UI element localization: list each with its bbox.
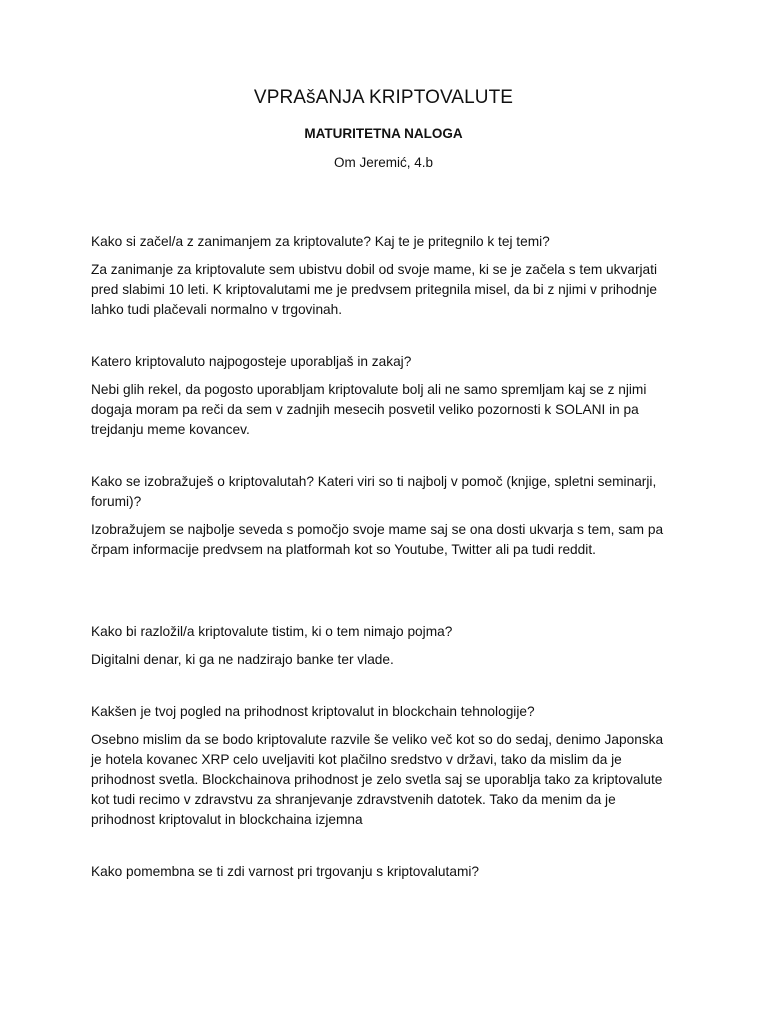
- answer-text: Izobražujem se najbolje seveda s pomočjo svoje mame saj se ona dosti ukvarja s tem, sam pa črpam informacije predvsem na platformah kot so Youtube, Twitter ali pa tudi reddit.: [91, 522, 664, 557]
- question-text: Katero kriptovaluto najpogosteje uporabljaš in zakaj?: [91, 354, 412, 369]
- document-title: VPRAšANJA KRIPTOVALUTE: [253, 87, 514, 108]
- qa-item: [91, 622, 676, 670]
- answer-text: Za zanimanje za kriptovalute sem ubistvu dobil od svoje mame, ki se je začela s tem ukvarjati pred slabimi 10 leti. K kriptovalutami me je predvsem pritegnila misel, da bi z njimi v prihodnje lahko tudi plačevali normalno v trgovinah.: [91, 262, 657, 317]
- answer-text: Osebno mislim da se bodo kriptovalute razvile še veliko več kot so do sedaj, denimo Japonska je hotela kovanec XRP celo uveljaviti kot plačilno sredstvo v državi, tako da mislim da je prihodnost svetla. Blockchainova prihodnost je zelo svetla saj se uporablja tako za kriptovalute kot tudi recimo v zdravstvu za shranjevanje zdravstvenih datotek. Tako da menim da je prihodnost kriptovalut in blockchaina izjemna: [91, 732, 664, 827]
- question-text: Kakšen je tvoj pogled na prihodnost kriptovalut in blockchain tehnologije?: [91, 704, 535, 719]
- qa-item: [91, 472, 676, 560]
- question-text: Kako si začel/a z zanimanjem za kriptovalute? Kaj te je pritegnilo k tej temi?: [91, 234, 550, 249]
- document-author: Om Jeremić, 4.b: [333, 155, 434, 170]
- qa-item: [91, 352, 676, 440]
- answer-text: Digitalni denar, ki ga ne nadzirajo banke ter vlade.: [91, 652, 394, 667]
- document-subtitle: MATURITETNA NALOGA: [304, 126, 463, 141]
- qa-list: [91, 232, 676, 882]
- question-text: Kako bi razložil/a kriptovalute tistim, ki o tem nimajo pojma?: [91, 624, 453, 639]
- question-text: Kako se izobražuješ o kriptovalutah? Kateri viri so ti najbolj v pomoč (knjige, spletni seminarji, forumi)?: [91, 474, 657, 509]
- qa-item: [91, 862, 676, 882]
- qa-item: [91, 702, 676, 830]
- question-text: Kako pomembna se ti zdi varnost pri trgovanju s kriptovalutami?: [91, 864, 479, 879]
- answer-text: Nebi glih rekel, da pogosto uporabljam kriptovalute bolj ali ne samo spremljam kaj se z njimi dogaja moram pa reči da sem v zadnjih mesecih posvetil veliko pozornosti k SOLANI in pa trejdanju meme kovancev.: [91, 382, 647, 437]
- qa-item: [91, 232, 676, 320]
